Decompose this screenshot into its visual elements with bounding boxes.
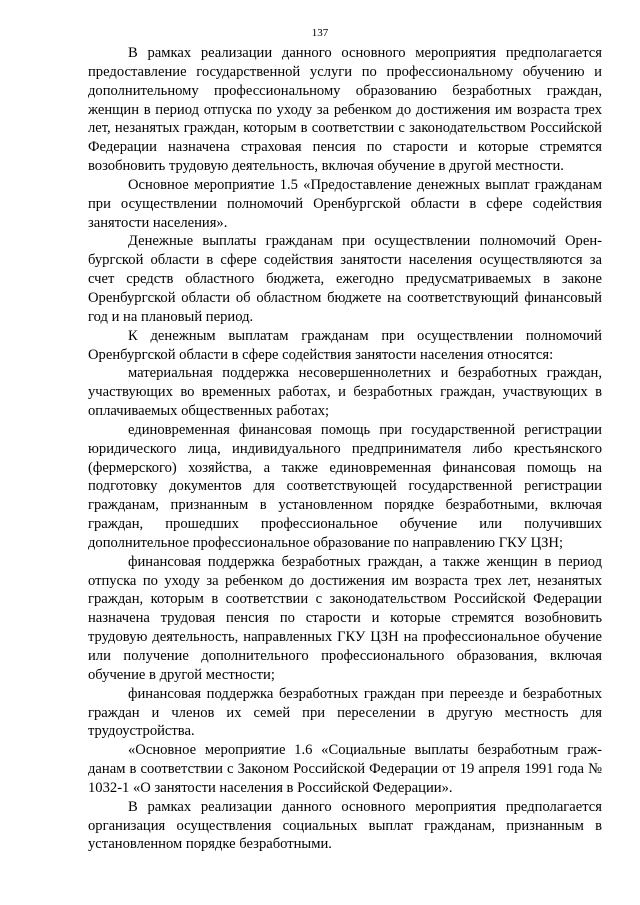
- page-number: 137: [311, 27, 329, 39]
- paragraph-7: финансовая поддержка безработных граждан, а также женщин в период отпуска по уходу за ребенком до достижения им возраста трех лет, незанятых граждан, которым в соответствии с законодательством Российской Федерации назначена трудовая пенсия по старости и которые стремятся возобновить трудовую деятельность, направленных ГКУ ЦЗН на профессиональное обучение или получение дополнительного профессионального образования, включая обучение в другой местности;: [88, 553, 602, 683]
- paragraph-8: финансовая поддержка безработных граждан при переезде и безработных граждан и членов их семей при переселении в другую местность для трудоустройства.: [88, 685, 602, 740]
- paragraph-6: единовременная финансовая помощь при государственной регистрации юридического лица, индивидуального предпринимателя либо крестьянского (фермерского) хозяйства, а также единовременная финансовая помощь на подготовку документов для соответствующей государственной регистрации гражданам, признанным в установленном порядке безработными, включая граждан, прошедших профессиональное обучение или получивших дополнительное профессиональное образование по направлению ГКУ ЦЗН;: [88, 421, 602, 551]
- paragraph-2: Основное мероприятие 1.5 «Предоставление денежных выплат гражданам при осуществлении полномочий Оренбургской области в сфере содействия занятости населения».: [88, 176, 602, 231]
- paragraph-9: «Основное мероприятие 1.6 «Социальные выплаты безработным гражданам в соответствии с Законом Российской Федерации от 19 апреля 1991 года № 1032-1 «О занятости населения в Российской Федерации».: [88, 742, 602, 796]
- paragraph-5: материальная поддержка несовершеннолетних и безработных граждан, участвующих во временных работах, и безработных граждан, участвующих в оплачиваемых общественных работах;: [88, 365, 602, 420]
- paragraph-4: К денежным выплатам гражданам при осуществлении полномочий Оренбургской области в сфере содействия занятости населения относятся:: [88, 327, 602, 363]
- paragraph-3: Денежные выплаты гражданам при осуществлении полномочий Оренбургской области в сфере содействия занятости населения осуществляются за счет средств областного бюджета, ежегодно предусматриваемых в законе Оренбургской области об областном бюджете на соответствующий финансовый год и на плановый период.: [88, 233, 602, 325]
- document-body: [88, 44, 602, 854]
- paragraph-10: В рамках реализации данного основного мероприятия предполагается организация осуществления социальных выплат гражданам, признанным в установленном порядке безработными.: [88, 798, 602, 853]
- paragraph-1: В рамках реализации данного основного мероприятия предполагается предоставление государственной услуги по профессиональному обучению и дополнительному профессиональному образованию безработных граждан, женщин в период отпуска по уходу за ребенком до достижения им возраста трех лет, незанятых граждан, которым в соответствии с законодательством Российской Федерации назначена страховая пенсия по старости и которые стремятся возобновить трудовую деятельность, включая обучение в другой местности.: [88, 45, 602, 175]
